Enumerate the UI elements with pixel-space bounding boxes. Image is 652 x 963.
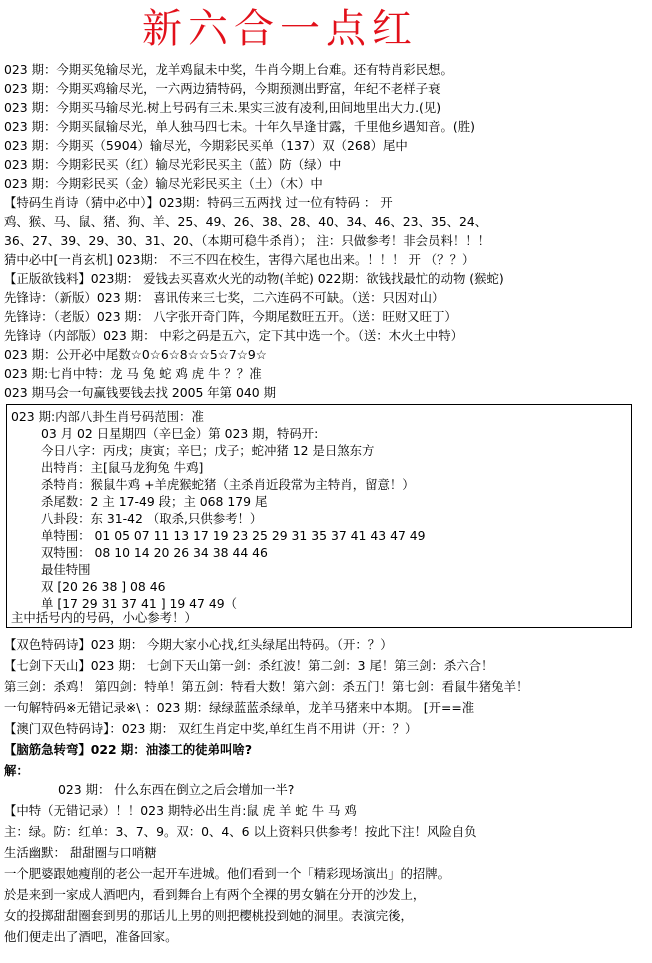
text-line: 023 期：今期买（5904）输尽光，今期彩民买单（137）双（268）尾中	[4, 138, 408, 153]
page-title: 新六合一点红	[142, 6, 418, 52]
text-line: 生活幽默： 甜甜圈与口哨糖	[4, 845, 157, 860]
box-line: 八卦段：东 31-42 （取杀,只供参考！）	[41, 511, 263, 526]
text-line: 先锋诗：（老版）023 期： 八字张开奇门阵，今期尾数旺五开。（送：旺财又旺丁）	[4, 309, 457, 324]
box-line: 03 月 02 日星期四（辛巳金）第 023 期，特码开:	[41, 426, 319, 441]
box-line: 双 [20 26 38 ] 08 46	[41, 579, 166, 594]
box-line: 最佳特围	[41, 562, 91, 577]
text-line: 【澳门双色特码诗】：023 期： 双红生肖定中奖,单红生肖不用讲（开：？）	[4, 721, 418, 736]
text-line: 一句解特码※无错记录※\ ：023 期：绿绿蓝蓝杀绿单，龙羊马猪来中本期。 [开==准	[4, 700, 475, 715]
box-line: 杀尾数：2 主 17-49 段；主 068 179 尾	[41, 494, 268, 509]
text-line: 023 期：今期买鼠输尽光，单人独马四七未。十年久旱逢甘露，千里他乡遇知音。(胜)	[4, 119, 475, 134]
text-line: 先锋诗：（新版）023 期： 喜讯传来三七奖，二六连码不可缺。（送：只因对山）	[4, 290, 445, 305]
text-line: 【正版欲钱料】023期： 爱钱去买喜欢火光的动物(羊蛇) 022期：欲钱找最忙的动物 (猴蛇)	[4, 271, 504, 286]
text-line: 第三剑：杀鸡！ 第四剑：特单！第五剑：特看大数！第六剑：杀五门！第七剑：看鼠牛猪兔羊！	[4, 679, 529, 694]
text-line: 他们便走出了酒吧，准备回家。	[4, 929, 178, 944]
text-line: 023 期：今期彩民买（红）输尽光彩民买主（蓝）防（绿）中	[4, 157, 342, 172]
text-line: 【特码生肖诗（猜中必中）】023期：特码三五两找 过一位有特码 ： 开	[4, 195, 393, 210]
bagua-box	[6, 404, 632, 628]
text-line: 023 期:七肖中特：龙 马 兔 蛇 鸡 虎 牛 ？？准	[4, 366, 262, 381]
text-line: 023 期：今期买兔输尽光，龙羊鸡鼠未中奖，牛肖今期上台难。还有特肖彩民想。	[4, 62, 453, 77]
text-line: 023 期：公开必中尾数☆0☆6☆8☆☆5☆7☆9☆	[4, 347, 267, 362]
text-line: 主：绿。防：红单：3、7、9。双：0、4、6 以上资料只供参考！按此下注！风险自负	[4, 824, 477, 839]
box-line: 今日八字：丙戌；庚寅；辛巳；戊子；蛇冲猪 12 是日煞东方	[41, 443, 375, 458]
text-line: 先锋诗（内部版）023 期： 中彩之码是五六，定下其中选一个。（送：木火土中特）	[4, 328, 463, 343]
text-line: 於是来到一家成人酒吧内，看到舞台上有两个全裸的男女躺在分开的沙发上，	[4, 887, 426, 902]
text-line: 【七剑下天山】023 期： 七剑下天山第一剑：杀红波！第二剑：3 尾！第三剑：杀六合！	[4, 658, 494, 673]
box-line: 双特围： 08 10 14 20 26 34 38 44 46	[41, 545, 268, 560]
text-line: 36、27、39、29、30、31、20、（本期可稳牛杀肖）； 注：只做参考！非会员料！！！	[4, 233, 491, 248]
text-line: 女的投掷甜甜圈套到男的那话儿上男的则把樱桃投到她的洞里。表演完後，	[4, 908, 413, 923]
box-line: 单 [17 29 31 37 41 ] 19 47 49（	[41, 596, 238, 611]
text-line: 鸡、猴、马、鼠、猪、狗、羊、25、49、26、38、28、40、34、46、23、35、24、	[4, 214, 488, 229]
text-line: 023 期：今期买马输尽光.树上号码有三未.果实三波有凌利,田间地里出大力.(见)	[4, 100, 442, 115]
text-line: 【中特（无错记录）！！023 期特必出生肖:鼠 虎 羊 蛇 牛 马 鸡	[4, 803, 357, 818]
text-line: 【双色特码诗】023 期： 今期大家小心找,红头绿尾出特码。（开：？）	[4, 637, 393, 652]
text-line: 023 期：今期彩民买（金）输尽光彩民买主（土）（木）中	[4, 176, 323, 191]
box-line: 出特肖：主[鼠马龙狗兔 牛鸡]	[41, 460, 204, 475]
box-line: 单特围： 01 05 07 11 13 17 19 23 25 29 31 35 37 41 43 47 49	[41, 528, 426, 543]
box-line: 杀特肖：猴鼠牛鸡 +羊虎猴蛇猪（主杀肖近段常为主特肖，留意！）	[41, 477, 415, 492]
text-line: 一个肥婆跟她瘦削的老公一起开车进城。他们看到一个「精彩现场演出」的招牌。	[4, 866, 451, 881]
text-line: 023 期马会一句赢钱要钱去找 2005 年第 040 期	[4, 385, 276, 400]
text-line: 猜中必中[一肖玄机] 023期： 不三不四在校生，害得六尾也出来。！！！ 开 （？？）	[4, 252, 475, 267]
text-line: 023 期：今期买鸡输尽光，一六两边猜特码，今期预测出野富，年纪不老样子衰	[4, 81, 441, 96]
text-line: 解：	[4, 763, 29, 778]
text-line: 023 期： 什么东西在倒立之后会增加一半?	[58, 782, 295, 797]
box-line: 主中括号内的号码，小心参考！）	[11, 610, 197, 625]
text-line: 【脑筋急转弯】022 期：油漆工的徒弟叫啥?	[4, 742, 253, 757]
box-line: 023 期:内部八卦生肖号码范围：准	[11, 409, 204, 424]
